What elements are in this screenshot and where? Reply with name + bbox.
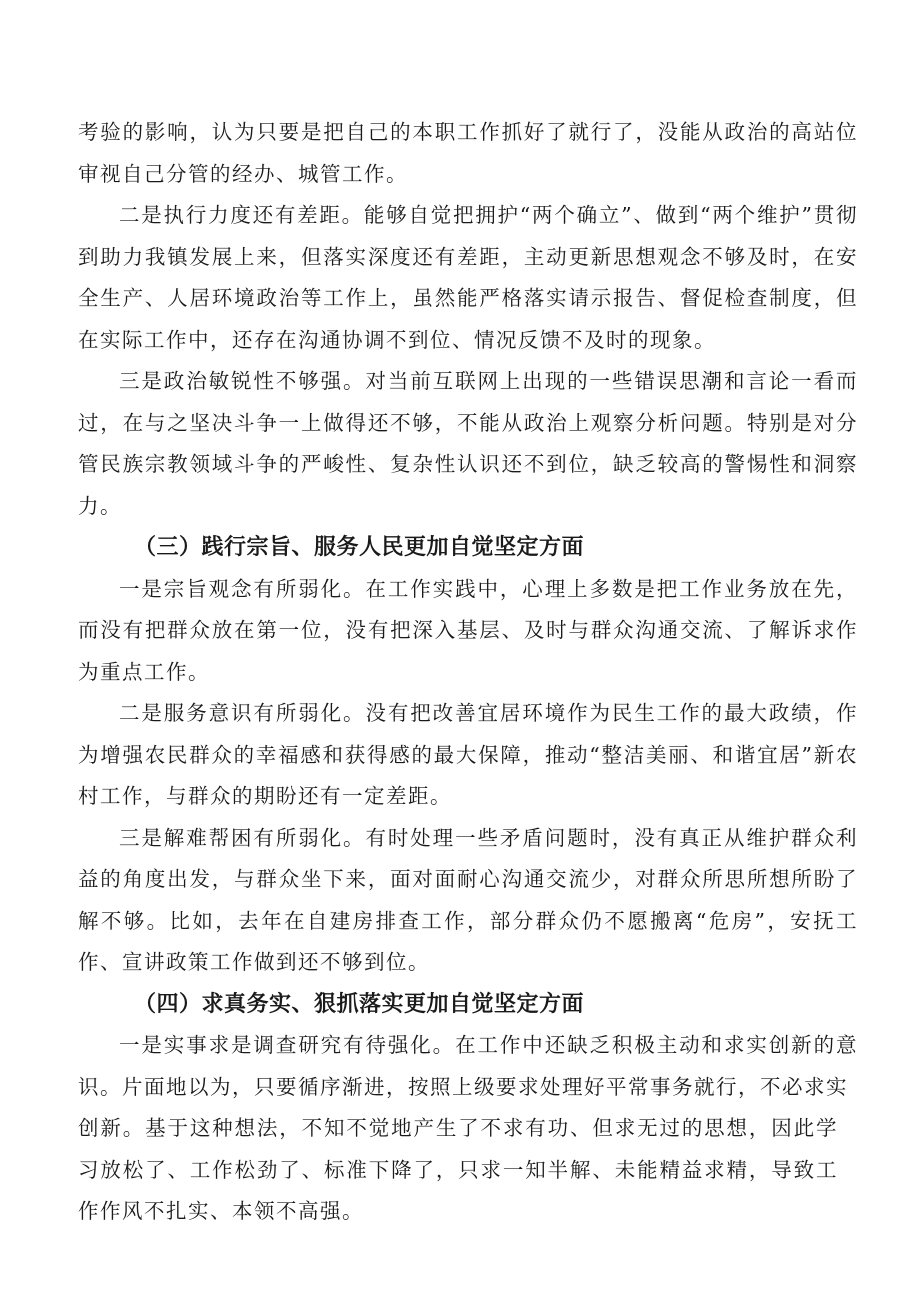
section-heading-4: （四）求真务实、狠抓落实更加自觉坚定方面 [134, 991, 585, 1017]
paragraph-service-awareness: 二是服务意识有所弱化。没有把改善宜居环境作为民生工作的最大政绩，作为增强农民群众的幸福感和获得感的最大保障，推动“整洁美丽、和谐宜居”新农村工作，与群众的期盼还有一定差距。 [78, 701, 858, 808]
paragraph-continuation: 考验的影响，认为只要是把自己的本职工作抓好了就行了，没能从政治的高站位审视自己分管的经办、城管工作。 [78, 120, 858, 186]
paragraph-execution-gap: 二是执行力度还有差距。能够自觉把拥护“两个确立”、做到“两个维护”贯彻到助力我镇发展上来，但落实深度还有差距，主动更新思想观念不够及时，在安全生产、人居环境政治等工作上，虽然能严格落实请示报告、督促检查制度，但在实际工作中，还存在沟通协调不到位、情况反馈不及时的现象。 [78, 203, 858, 352]
paragraph-problem-solving: 三是解难帮困有所弱化。有时处理一些矛盾问题时，没有真正从维护群众利益的角度出发，与群众坐下来，面对面耐心沟通交流少，对群众所思所想所盼了解不够。比如，去年在自建房排查工作，部分群众仍不愿搬离“危房”，安抚工作、宣讲政策工作做到还不够到位。 [78, 825, 858, 974]
paragraph-purpose-concept: 一是宗旨观念有所弱化。在工作实践中，心理上多数是把工作业务放在先，而没有把群众放在第一位，没有把深入基层、及时与群众沟通交流、了解诉求作为重点工作。 [78, 576, 858, 684]
paragraph-political-sensitivity: 三是政治敏锐性不够强。对当前互联网上出现的一些错误思潮和言论一看而过，在与之坚决斗争一上做得还不够，不能从政治上观察分析问题。特别是对分管民族宗教领域斗争的严峻性、复杂性认识还不到位，缺乏较高的警惕性和洞察力。 [78, 369, 858, 518]
paragraph-research-intro: 一是实事求是调查研究有待强化。在工作中还缺乏积极主动和求实创新的意识。片面地以为，只要循序渐进，按照上级要求处理好平常事务就行，不必求实 [78, 1033, 858, 1099]
section-heading-3: （三）践行宗旨、服务人民更加自觉坚定方面 [134, 535, 585, 560]
paragraph-research-continued: 创新。基于这种想法，不知不觉地产生了不求有功、但求无过的思想，因此学习放松了、工作松劲了、标准下降了，只求一知半解、未能精益求精，导致工作作风不扎实、本领不高强。 [78, 1116, 838, 1223]
